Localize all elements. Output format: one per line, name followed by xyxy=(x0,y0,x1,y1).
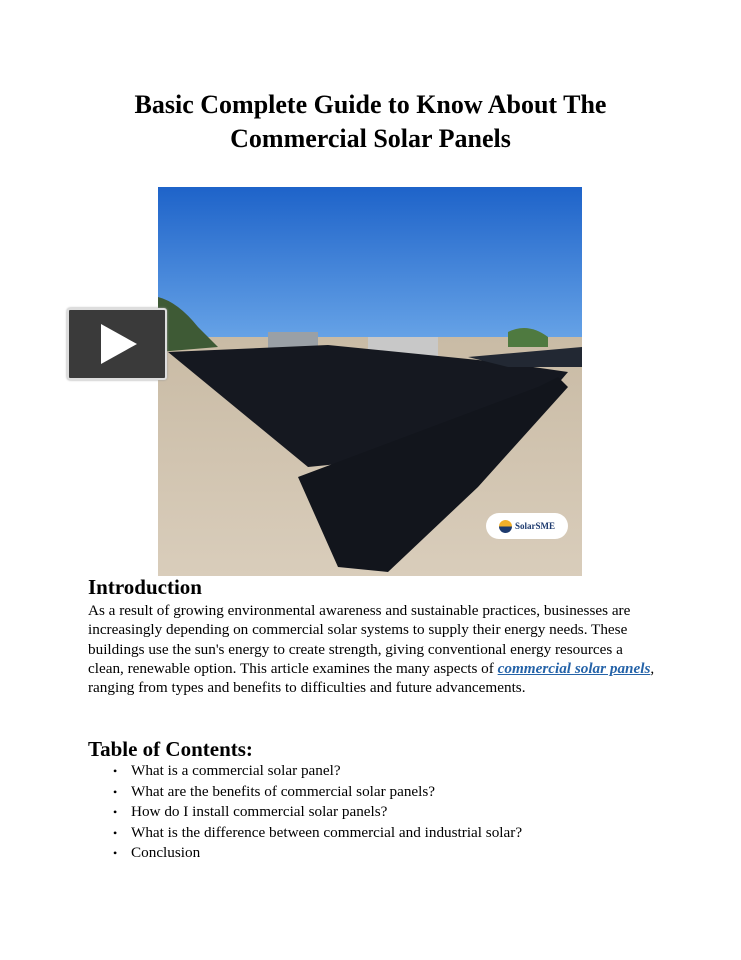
commercial-solar-panels-link[interactable]: commercial solar panels xyxy=(497,659,651,677)
solarsme-logo xyxy=(486,513,568,539)
play-video-button[interactable] xyxy=(67,308,167,380)
toc-item: • What are the benefits of commercial solar panels? xyxy=(113,782,522,803)
introduction-heading: Introduction xyxy=(88,575,202,599)
play-icon xyxy=(99,322,139,366)
toc-item: • What is a commercial solar panel? xyxy=(113,761,522,782)
toc-item: • How do I install commercial solar panels? xyxy=(113,802,522,823)
toc-heading: Table of Contents: xyxy=(88,737,253,761)
title-line-1: Basic Complete Guide to Know About The xyxy=(134,90,607,119)
logo-text: SolarSME xyxy=(514,521,555,531)
intro-text: As a result of growing environmental awareness and sustainable practices, businesses are increasingly depending on commercial solar systems to supply their energy needs. These buildings use the sun's energy to create strength, giving conventional energy resources a clean, renewable option. This article examines the many aspects of xyxy=(88,602,631,677)
introduction-paragraph xyxy=(88,601,658,697)
toc-item: • Conclusion xyxy=(113,843,522,864)
intro-text-end: , ranging from types and benefits to difficulties and future advancements. xyxy=(88,659,655,697)
toc-list xyxy=(113,761,522,864)
sun-logo-icon xyxy=(499,520,512,533)
toc-item: • What is the difference between commercial and industrial solar? xyxy=(113,823,522,844)
title-line-2: Commercial Solar Panels xyxy=(230,124,511,153)
page-title xyxy=(0,88,741,156)
